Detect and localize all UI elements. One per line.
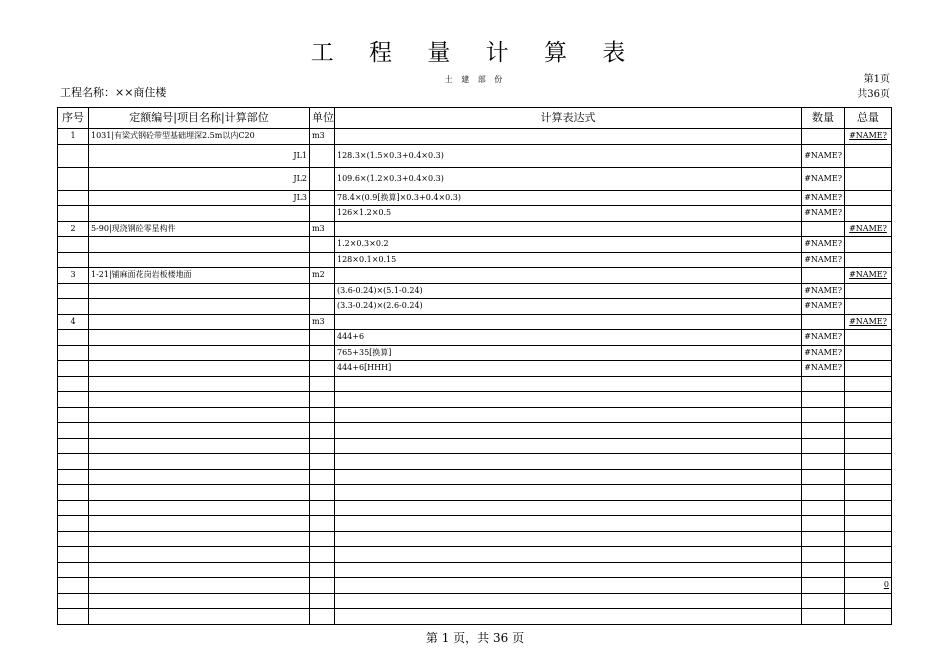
cell-total[interactable]	[845, 252, 892, 268]
cell-no[interactable]	[58, 454, 89, 470]
table-row	[58, 252, 892, 268]
cell-expr[interactable]: 109.6×(1.2×0.3+0.4×0.3)	[335, 167, 802, 190]
cell-total[interactable]	[845, 167, 892, 190]
cell-total[interactable]: #NAME?	[845, 129, 892, 145]
cell-unit[interactable]	[310, 252, 335, 268]
table-row	[58, 392, 892, 408]
cell-no[interactable]	[58, 500, 89, 516]
header-no: 序号	[58, 108, 89, 129]
cell-expr[interactable]	[335, 314, 802, 330]
cell-expr[interactable]: 1.2×0.3×0.2	[335, 237, 802, 253]
cell-code[interactable]	[89, 345, 310, 361]
cell-expr[interactable]: 765+35[换算]	[335, 345, 802, 361]
cell-code[interactable]	[89, 376, 310, 392]
cell-expr[interactable]	[335, 469, 802, 485]
cell-expr[interactable]	[335, 407, 802, 423]
cell-qty[interactable]: #NAME?	[802, 206, 845, 222]
cell-unit[interactable]	[310, 361, 335, 377]
cell-no[interactable]	[58, 547, 89, 563]
cell-qty[interactable]	[802, 376, 845, 392]
cell-unit[interactable]: m3	[310, 129, 335, 145]
cell-total[interactable]	[845, 562, 892, 578]
cell-unit[interactable]: m2	[310, 268, 335, 284]
table-row	[58, 485, 892, 501]
cell-qty[interactable]	[802, 500, 845, 516]
cell-total[interactable]	[845, 237, 892, 253]
table-row	[58, 407, 892, 423]
project-name: 工程名称：××商住楼	[60, 86, 167, 99]
cell-unit[interactable]	[310, 578, 335, 594]
cell-unit[interactable]: m3	[310, 314, 335, 330]
cell-total[interactable]	[845, 609, 892, 625]
cell-qty[interactable]: #NAME?	[802, 283, 845, 299]
cell-qty[interactable]: #NAME?	[802, 237, 845, 253]
cell-no[interactable]	[58, 345, 89, 361]
table-row	[58, 562, 892, 578]
cell-unit[interactable]	[310, 407, 335, 423]
cell-no[interactable]	[58, 237, 89, 253]
cell-qty[interactable]	[802, 531, 845, 547]
table-row	[58, 314, 892, 330]
header-qty: 数量	[802, 108, 845, 129]
cell-no[interactable]: 3	[58, 268, 89, 284]
cell-no[interactable]	[58, 469, 89, 485]
cell-code[interactable]	[89, 609, 310, 625]
cell-no[interactable]	[58, 609, 89, 625]
cell-unit[interactable]	[310, 500, 335, 516]
cell-expr[interactable]	[335, 516, 802, 532]
table-row	[58, 578, 892, 594]
cell-unit[interactable]	[310, 206, 335, 222]
page-indicator	[857, 72, 890, 102]
cell-expr[interactable]	[335, 547, 802, 563]
cell-expr[interactable]: 128.3×(1.5×0.3+0.4×0.3)	[335, 144, 802, 167]
cell-code[interactable]	[89, 500, 310, 516]
cell-qty[interactable]: #NAME?	[802, 252, 845, 268]
cell-total[interactable]	[845, 516, 892, 532]
cell-no[interactable]: 2	[58, 221, 89, 237]
cell-unit[interactable]	[310, 345, 335, 361]
cell-unit[interactable]	[310, 531, 335, 547]
cell-code[interactable]	[89, 252, 310, 268]
cell-qty[interactable]: #NAME?	[802, 299, 845, 315]
cell-total[interactable]	[845, 500, 892, 516]
cell-qty[interactable]	[802, 268, 845, 284]
cell-expr[interactable]	[335, 485, 802, 501]
cell-total[interactable]	[845, 407, 892, 423]
cell-unit[interactable]	[310, 392, 335, 408]
cell-expr[interactable]	[335, 454, 802, 470]
cell-code[interactable]	[89, 330, 310, 346]
table-row	[58, 609, 892, 625]
table-row	[58, 206, 892, 222]
cell-expr[interactable]	[335, 423, 802, 439]
cell-unit[interactable]	[310, 547, 335, 563]
cell-no[interactable]: 1	[58, 129, 89, 145]
table-row	[58, 144, 892, 167]
cell-code[interactable]	[89, 314, 310, 330]
cell-expr[interactable]	[335, 531, 802, 547]
cell-unit[interactable]	[310, 167, 335, 190]
cell-no[interactable]: 4	[58, 314, 89, 330]
table-row	[58, 500, 892, 516]
cell-unit[interactable]	[310, 562, 335, 578]
cell-no[interactable]	[58, 392, 89, 408]
cell-expr[interactable]	[335, 268, 802, 284]
cell-expr[interactable]: 444+6	[335, 330, 802, 346]
cell-total[interactable]	[845, 206, 892, 222]
cell-no[interactable]	[58, 376, 89, 392]
header-unit: 单位	[310, 108, 335, 129]
cell-no[interactable]	[58, 190, 89, 206]
table-row	[58, 330, 892, 346]
cell-total[interactable]	[845, 423, 892, 439]
cell-code[interactable]	[89, 407, 310, 423]
table-row	[58, 376, 892, 392]
cell-code[interactable]	[89, 469, 310, 485]
cell-unit[interactable]	[310, 376, 335, 392]
table-row	[58, 469, 892, 485]
cell-no[interactable]	[58, 531, 89, 547]
cell-unit[interactable]	[310, 423, 335, 439]
cell-expr[interactable]: 128×0.1×0.15	[335, 252, 802, 268]
cell-total[interactable]: #NAME?	[845, 268, 892, 284]
cell-qty[interactable]: #NAME?	[802, 167, 845, 190]
cell-total[interactable]	[845, 345, 892, 361]
cell-qty[interactable]	[802, 423, 845, 439]
cell-code[interactable]: JL2	[89, 167, 310, 190]
cell-no[interactable]	[58, 423, 89, 439]
cell-total[interactable]	[845, 469, 892, 485]
cell-expr[interactable]: 126×1.2×0.5	[335, 206, 802, 222]
cell-code[interactable]	[89, 423, 310, 439]
cell-qty[interactable]	[802, 438, 845, 454]
cell-no[interactable]	[58, 593, 89, 609]
cell-qty[interactable]	[802, 314, 845, 330]
cell-unit[interactable]	[310, 144, 335, 167]
cell-expr[interactable]	[335, 129, 802, 145]
cell-code[interactable]	[89, 516, 310, 532]
cell-total[interactable]	[845, 593, 892, 609]
cell-total[interactable]	[845, 144, 892, 167]
cell-total[interactable]	[845, 376, 892, 392]
cell-qty[interactable]: #NAME?	[802, 330, 845, 346]
cell-total[interactable]	[845, 438, 892, 454]
cell-total[interactable]	[845, 454, 892, 470]
cell-unit[interactable]	[310, 516, 335, 532]
cell-qty[interactable]	[802, 562, 845, 578]
cell-expr[interactable]: (3.3-0.24)×(2.6-0.24)	[335, 299, 802, 315]
table-row	[58, 221, 892, 237]
cell-expr[interactable]: 444+6[HHH]	[335, 361, 802, 377]
table-row	[58, 593, 892, 609]
cell-qty[interactable]	[802, 129, 845, 145]
cell-total[interactable]	[845, 330, 892, 346]
cell-total[interactable]	[845, 485, 892, 501]
cell-qty[interactable]	[802, 485, 845, 501]
cell-unit[interactable]	[310, 237, 335, 253]
cell-code[interactable]	[89, 438, 310, 454]
cell-no[interactable]	[58, 516, 89, 532]
cell-total[interactable]: #NAME?	[845, 314, 892, 330]
table-header-row	[58, 108, 892, 129]
cell-unit[interactable]	[310, 469, 335, 485]
cell-qty[interactable]	[802, 547, 845, 563]
cell-unit[interactable]	[310, 609, 335, 625]
quantity-table	[57, 107, 892, 625]
cell-total[interactable]	[845, 361, 892, 377]
cell-no[interactable]	[58, 283, 89, 299]
header-expr: 计算表达式	[335, 108, 802, 129]
table-row	[58, 299, 892, 315]
table-row	[58, 268, 892, 284]
cell-code[interactable]	[89, 547, 310, 563]
cell-qty[interactable]	[802, 454, 845, 470]
cell-no[interactable]	[58, 252, 89, 268]
page-footer: 第 1 页，共 36 页	[425, 631, 525, 645]
header-code: 定额编号|项目名称|计算部位	[89, 108, 310, 129]
table-row	[58, 547, 892, 563]
cell-expr[interactable]: 78.4×(0.9[换算]×0.3+0.4×0.3)	[335, 190, 802, 206]
table-row	[58, 190, 892, 206]
cell-total[interactable]	[845, 299, 892, 315]
cell-unit[interactable]	[310, 283, 335, 299]
table-row	[58, 283, 892, 299]
table-row	[58, 361, 892, 377]
cell-unit[interactable]	[310, 330, 335, 346]
table-row	[58, 345, 892, 361]
header-total: 总量	[845, 108, 892, 129]
cell-no[interactable]	[58, 407, 89, 423]
cell-code[interactable]: 1-21|铺麻面花岗岩板楼地面	[89, 268, 310, 284]
cell-no[interactable]	[58, 361, 89, 377]
cell-qty[interactable]: #NAME?	[802, 345, 845, 361]
cell-expr[interactable]	[335, 500, 802, 516]
cell-no[interactable]	[58, 144, 89, 167]
table-row	[58, 531, 892, 547]
cell-qty[interactable]	[802, 407, 845, 423]
table-row	[58, 167, 892, 190]
table-row	[58, 129, 892, 145]
cell-code[interactable]	[89, 206, 310, 222]
cell-no[interactable]	[58, 167, 89, 190]
cell-code[interactable]	[89, 361, 310, 377]
sheet-title: 工 程 量 计 算 表	[310, 40, 640, 66]
page-current: 第1页	[863, 74, 890, 85]
cell-code[interactable]	[89, 485, 310, 501]
cell-qty[interactable]	[802, 392, 845, 408]
page-total: 共36页	[857, 89, 890, 100]
cell-code[interactable]: 5-90|现浇钢砼零星构件	[89, 221, 310, 237]
cell-expr[interactable]: (3.6-0.24)×(5.1-0.24)	[335, 283, 802, 299]
cell-expr[interactable]	[335, 221, 802, 237]
cell-expr[interactable]	[335, 578, 802, 594]
cell-qty[interactable]	[802, 593, 845, 609]
cell-expr[interactable]	[335, 438, 802, 454]
cell-total[interactable]	[845, 283, 892, 299]
cell-no[interactable]	[58, 206, 89, 222]
cell-no[interactable]	[58, 485, 89, 501]
table-row	[58, 516, 892, 532]
table-row	[58, 454, 892, 470]
cell-qty[interactable]: #NAME?	[802, 190, 845, 206]
cell-no[interactable]	[58, 438, 89, 454]
cell-code[interactable]	[89, 562, 310, 578]
cell-code[interactable]	[89, 593, 310, 609]
cell-code[interactable]	[89, 392, 310, 408]
cell-code[interactable]	[89, 578, 310, 594]
cell-expr[interactable]	[335, 392, 802, 408]
cell-total[interactable]	[845, 531, 892, 547]
cell-qty[interactable]: #NAME?	[802, 144, 845, 167]
cell-qty[interactable]	[802, 516, 845, 532]
cell-unit[interactable]	[310, 190, 335, 206]
cell-qty[interactable]	[802, 609, 845, 625]
cell-no[interactable]	[58, 299, 89, 315]
cell-expr[interactable]	[335, 376, 802, 392]
cell-expr[interactable]	[335, 609, 802, 625]
cell-unit[interactable]	[310, 299, 335, 315]
cell-unit[interactable]	[310, 454, 335, 470]
cell-expr[interactable]	[335, 562, 802, 578]
cell-qty[interactable]	[802, 578, 845, 594]
cell-unit[interactable]	[310, 438, 335, 454]
cell-total[interactable]	[845, 392, 892, 408]
cell-unit[interactable]: m3	[310, 221, 335, 237]
sheet-subtitle: 土 建 部 份	[444, 75, 506, 84]
cell-code[interactable]	[89, 283, 310, 299]
cell-unit[interactable]	[310, 593, 335, 609]
cell-code[interactable]: JL1	[89, 144, 310, 167]
cell-code[interactable]: 1031|有梁式钢砼带型基础埋深2.5m以内C20	[89, 129, 310, 145]
cell-code[interactable]: JL3	[89, 190, 310, 206]
table-row	[58, 237, 892, 253]
table-row	[58, 438, 892, 454]
cell-qty[interactable]	[802, 469, 845, 485]
cell-total[interactable]: #NAME?	[845, 221, 892, 237]
cell-total[interactable]	[845, 190, 892, 206]
cell-no[interactable]	[58, 578, 89, 594]
cell-no[interactable]	[58, 562, 89, 578]
cell-code[interactable]	[89, 531, 310, 547]
table-row	[58, 423, 892, 439]
cell-unit[interactable]	[310, 485, 335, 501]
cell-qty[interactable]: #NAME?	[802, 361, 845, 377]
cell-no[interactable]	[58, 330, 89, 346]
cell-total[interactable]: 0	[845, 578, 892, 594]
cell-expr[interactable]	[335, 593, 802, 609]
cell-code[interactable]	[89, 237, 310, 253]
cell-code[interactable]	[89, 299, 310, 315]
cell-total[interactable]	[845, 547, 892, 563]
cell-code[interactable]	[89, 454, 310, 470]
cell-qty[interactable]	[802, 221, 845, 237]
